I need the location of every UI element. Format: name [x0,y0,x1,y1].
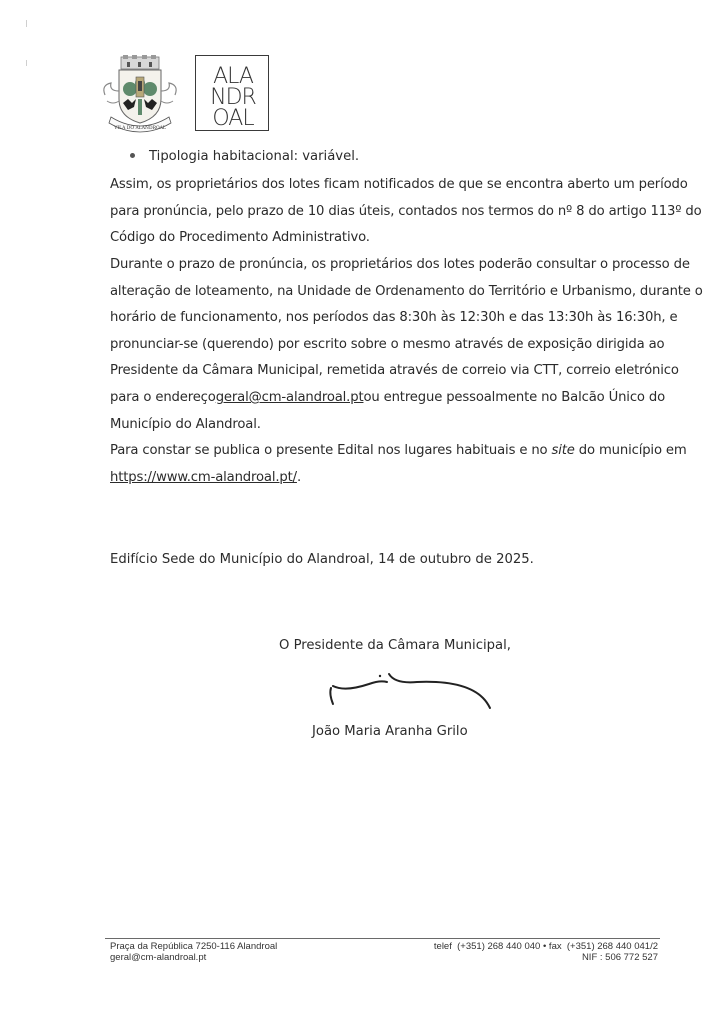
date-location: Edifício Sede do Município do Alandroal, 14 de outubro de 2025. [110,552,534,567]
text-segment: ou entregue pessoalmente no Balcão Único do [363,389,666,405]
text-line: Presidente da Câmara Municipal, remetida através de correio via CTT, correio eletrónico [110,363,679,379]
website-link[interactable]: https://www.cm-alandroal.pt/ [110,469,297,485]
coat-of-arms-icon [99,55,181,135]
alandroal-wordmark [196,56,270,132]
text-segment: . [296,469,301,485]
municipal-crest-logo [99,55,181,135]
text-line: Assim, os proprietários dos lotes ficam notificados de que se encontra aberto um período [110,177,688,192]
text-line: horário de funcionamento, nos períodos das 8:30h às 12:30h e das 13:30h às 16:30h, e [110,310,678,326]
bullet-text: Tipologia habitacional: variável. [149,149,360,164]
paragraph-publication [110,438,687,491]
paragraph-consultation [110,252,703,438]
signatory-title: O Presidente da Câmara Municipal, [279,638,511,653]
footer-address-block [110,941,277,963]
alandroal-logo [195,55,269,131]
signature-icon [325,670,515,720]
text-segment: Para constar se publica o presente Edital nos lugares habituais e no [110,443,548,458]
text-line: Município do Alandroal. [110,416,261,432]
footer-nif: NIF : 506 772 527 [581,952,658,963]
bullet-item [130,147,359,167]
signature-image [325,670,515,720]
text-line: Durante o prazo de pronúncia, os proprietários dos lotes poderão consultar o processo de [110,257,690,272]
crest-ribbon-text: VILA DO ALANDROAL [114,126,166,131]
text-line [110,385,666,412]
logo-line-3: OAL [212,106,254,131]
scan-artifact [26,60,27,66]
logo-line-2: NDR [210,85,256,110]
text-segment-italic: site [551,443,575,458]
scan-artifact [26,20,27,27]
text-line: Código do Procedimento Administrativo. [110,230,370,246]
text-line [110,438,687,465]
paragraph-notice [110,172,702,252]
email-link[interactable]: geral@cm-alandroal.pt [215,389,364,405]
text-line: pronunciar-se (querendo) por escrito sobre o mesmo através de exposição dirigida ao [110,336,665,352]
text-segment: para o endereço [110,389,216,405]
footer-address: Praça da República 7250-116 Alandroal [110,941,278,952]
footer-divider [105,938,660,939]
text-line: para pronúncia, pelo prazo de 10 dias úteis, contados nos termos do nº 8 do artigo 113º do [110,203,702,219]
signatory-name: João Maria Aranha Grilo [312,724,468,739]
footer-email: geral@cm-alandroal.pt [110,952,207,963]
logo-line-1: ALA [213,64,253,89]
text-segment: do município em [578,443,687,458]
text-line [110,465,654,492]
footer-contact-block [434,941,658,963]
footer-phone-fax: telef (+351) 268 440 040 • fax (+351) 268 440 041/2 [433,941,658,952]
bullet-icon [130,153,135,158]
text-line: alteração de loteamento, na Unidade de Ordenamento do Território e Urbanismo, durante o [110,283,703,299]
